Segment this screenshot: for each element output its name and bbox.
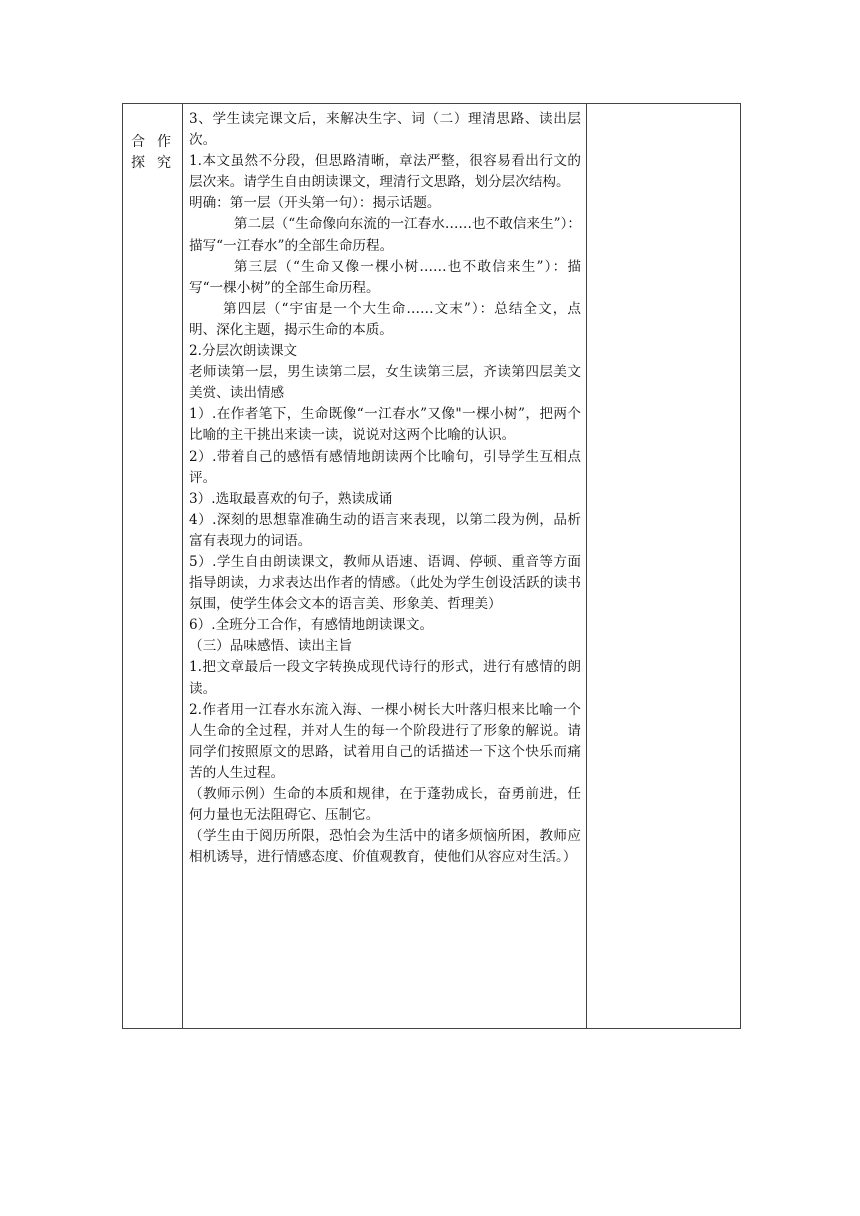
label-char: 探	[131, 155, 145, 171]
paragraph: 1.把文章最后一段文字转换成现代诗行的形式，进行有感情的朗读。	[189, 659, 581, 697]
paragraph: （学生由于阅历所限，恐怕会为生活中的诸多烦恼所困，教师应相机诱导，进行情感态度、价值观教育，使他们从容应对生活。）	[189, 828, 581, 866]
paragraph: 6）.全班分工合作，有感情地朗读课文。	[189, 617, 434, 634]
content-cell	[183, 104, 587, 1029]
paragraph: 第四层（“宇宙是一个大生命……文末”）：总结全文，点明、深化主题，揭示生命的本质。	[189, 300, 581, 338]
paragraph: 4）.深刻的思想靠准确生动的语言来表现，以第二段为例，品析富有表现力的词语。	[189, 511, 581, 549]
paragraph: 老师读第一层，男生读第二层，女生读第三层，齐读第四层美文美赏、读出情感	[189, 364, 581, 402]
paragraph: 2.作者用一江春水东流入海、一棵小树长大叶落归根来比喻一个人生命的全过程，并对人生的每一个阶段进行了形象的解说。请同学们按照原文的思路，试着用自己的话描述一下这个快乐而痛苦的人生过程。	[189, 701, 581, 781]
paragraph: （三）品味感悟、读出主旨	[189, 638, 353, 655]
paragraph: 2）.带着自己的感悟有感情地朗读两个比喻句，引导学生互相点评。	[189, 448, 581, 486]
paragraph: 第二层（“生命像向东流的一江春水……也不敢信来生”）：描写“一江春水”的全部生命历程。	[189, 216, 581, 254]
notes-cell	[587, 104, 741, 1029]
paragraph: 2.分层次朗读课文	[189, 343, 298, 360]
section-label-cell	[123, 104, 183, 1029]
label-char: 合	[131, 134, 145, 150]
paragraph: （教师示例）生命的本质和规律，在于蓬勃成长，奋勇前进，任何力量也无法阻碍它、压制它。	[189, 786, 581, 824]
section-label	[123, 104, 182, 174]
paragraph: 第三层（“生命又像一棵小树……也不敢信来生”）：描写“一棵小树”的全部生命历程。	[189, 258, 581, 296]
lesson-plan-table	[122, 103, 741, 1029]
paragraph: 1）.在作者笔下，生命既像“一江春水”又像"一棵小树”，把两个比喻的主干挑出来读一读，说说对这两个比喻的认识。	[189, 406, 581, 444]
paragraph: 3）.选取最喜欢的句子，熟读成诵	[189, 490, 393, 507]
paragraph: 1.本文虽然不分段，但思路清晰，章法严整，很容易看出行文的层次来。请学生自由朗读课文，理清行文思路，划分层次结构。	[189, 153, 581, 191]
table-row	[123, 104, 741, 1029]
paragraph: 3、学生读完课文后，来解决生字、词（二）理清思路、读出层次。	[189, 111, 581, 149]
content-body	[183, 104, 586, 868]
label-char: 作	[157, 134, 171, 150]
label-char: 究	[157, 155, 171, 171]
paragraph: 5）.学生自由朗读课文，教师从语速、语调、停顿、重音等方面指导朗读，力求表达出作者的情感。（此处为学生创设活跃的读书氛围，使学生体会文本的语言美、形象美、哲理美）	[189, 553, 581, 613]
paragraph: 明确：第一层（开头第一句）：揭示话题。	[189, 195, 441, 212]
